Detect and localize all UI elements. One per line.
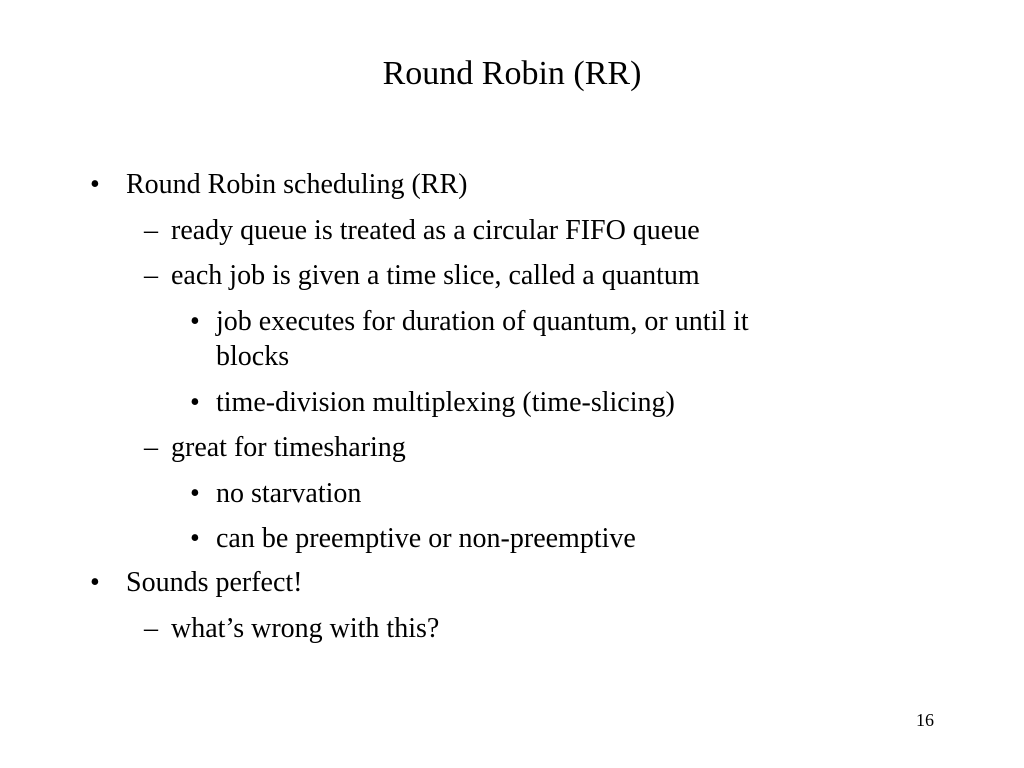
subsubbullet-text: time-division multiplexing (time-slicing)	[216, 387, 675, 418]
dash-marker: –	[144, 260, 158, 291]
bullet-marker: •	[90, 169, 100, 200]
subsubbullet-text: no starvation	[216, 478, 362, 509]
bullet-marker: •	[90, 567, 100, 598]
bullet-marker: •	[190, 306, 200, 337]
subsubbullet-text-continued: blocks	[216, 341, 290, 372]
subsubbullet-text: can be preemptive or non-preemptive	[216, 523, 636, 554]
bullet-marker: •	[190, 387, 200, 418]
dash-marker: –	[144, 432, 158, 463]
bullet-text: Sounds perfect!	[126, 567, 303, 598]
subbullet-text: great for timesharing	[171, 432, 406, 463]
subbullet-text: each job is given a time slice, called a quantum	[171, 260, 700, 291]
dash-marker: –	[144, 215, 158, 246]
slide-title: Round Robin (RR)	[382, 55, 642, 92]
subbullet-text: what’s wrong with this?	[171, 613, 440, 644]
bullet-marker: •	[190, 478, 200, 509]
subbullet-text: ready queue is treated as a circular FIFO queue	[171, 215, 700, 246]
subsubbullet-text: job executes for duration of quantum, or until it	[216, 306, 749, 337]
slide-number: 16	[916, 710, 934, 730]
bullet-text: Round Robin scheduling (RR)	[126, 169, 468, 200]
dash-marker: –	[144, 613, 158, 644]
bullet-marker: •	[190, 523, 200, 554]
